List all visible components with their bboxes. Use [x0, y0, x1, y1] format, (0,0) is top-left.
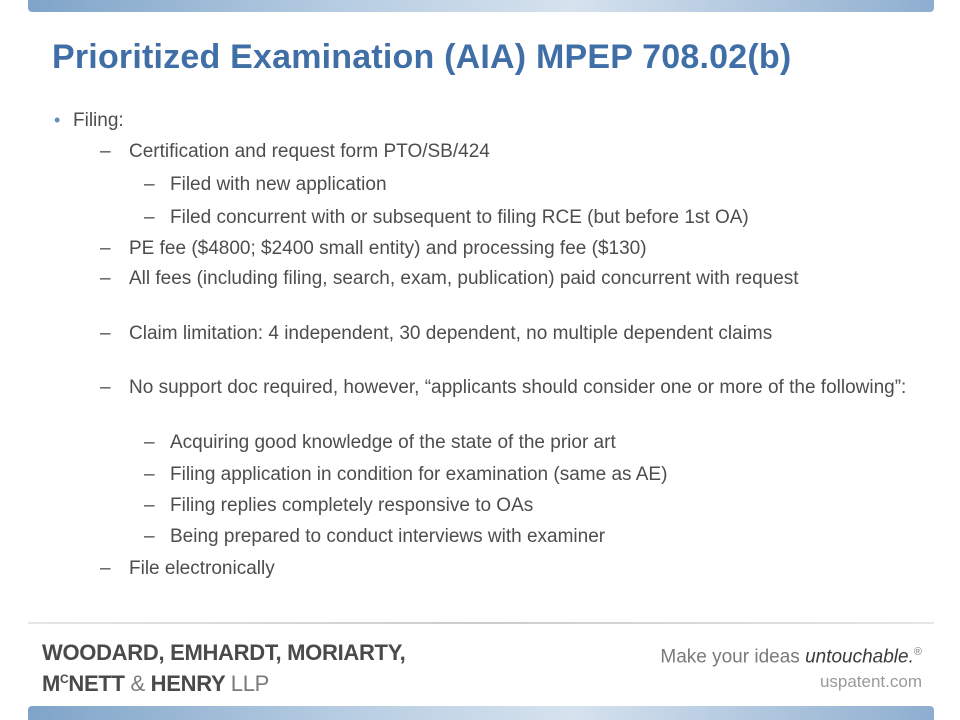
dash-icon: –: [100, 323, 111, 344]
sub-sub-item-rce: Filed concurrent with or subsequent to filing RCE (but before 1st OA): [170, 207, 749, 228]
slide-title: Prioritized Examination (AIA) MPEP 708.02(b): [52, 38, 792, 76]
sub-item-pe-fee: PE fee ($4800; $2400 small entity) and processing fee ($130): [129, 238, 647, 259]
bottom-decorative-bar: [28, 706, 934, 720]
dash-icon: –: [100, 558, 111, 579]
dash-icon: –: [144, 174, 155, 195]
dash-icon: –: [144, 464, 155, 485]
sub-sub-item-interviews: Being prepared to conduct interviews with examiner: [170, 526, 606, 547]
website-link[interactable]: uspatent.com: [819, 672, 922, 692]
sub-sub-item-replies: Filing replies completely responsive to OAs: [170, 495, 534, 516]
sub-item-no-support-doc: No support doc required, however, “applicants should consider one or more of the following”:: [129, 377, 907, 398]
bullet-icon: •: [54, 110, 61, 130]
dash-icon: –: [144, 207, 155, 228]
tagline: Make your ideas untouchable.®: [660, 646, 922, 668]
sub-sub-item-prior-art: Acquiring good knowledge of the state of the prior art: [170, 432, 616, 453]
dash-icon: –: [144, 526, 155, 547]
firm-logo: [42, 640, 405, 697]
tagline-block: [660, 646, 922, 692]
sub-item-claim-limitation: Claim limitation: 4 independent, 30 dependent, no multiple dependent claims: [129, 323, 773, 344]
dash-icon: –: [100, 377, 111, 398]
top-decorative-bar: [28, 0, 934, 12]
firm-name-line-1: WOODARD, EMHARDT, MORIARTY,: [42, 640, 406, 665]
sub-item-file-electronically: File electronically: [129, 558, 275, 579]
dash-icon: –: [100, 238, 111, 259]
sub-item-certification: Certification and request form PTO/SB/424: [129, 141, 490, 162]
bullet-item-filing: Filing:: [73, 110, 124, 131]
sub-sub-item-condition: Filing application in condition for examination (same as AE): [170, 464, 668, 485]
dash-icon: –: [144, 495, 155, 516]
dash-icon: –: [144, 432, 155, 453]
firm-name-line-2: $M^CNETT$ & HENRY LLP: [42, 671, 270, 696]
dash-icon: –: [100, 268, 111, 289]
dash-icon: –: [100, 141, 111, 162]
footer-divider: [28, 622, 934, 624]
sub-sub-item-new-application: Filed with new application: [170, 174, 387, 195]
sub-item-all-fees: All fees (including filing, search, exam, publication) paid concurrent with request: [129, 268, 799, 289]
